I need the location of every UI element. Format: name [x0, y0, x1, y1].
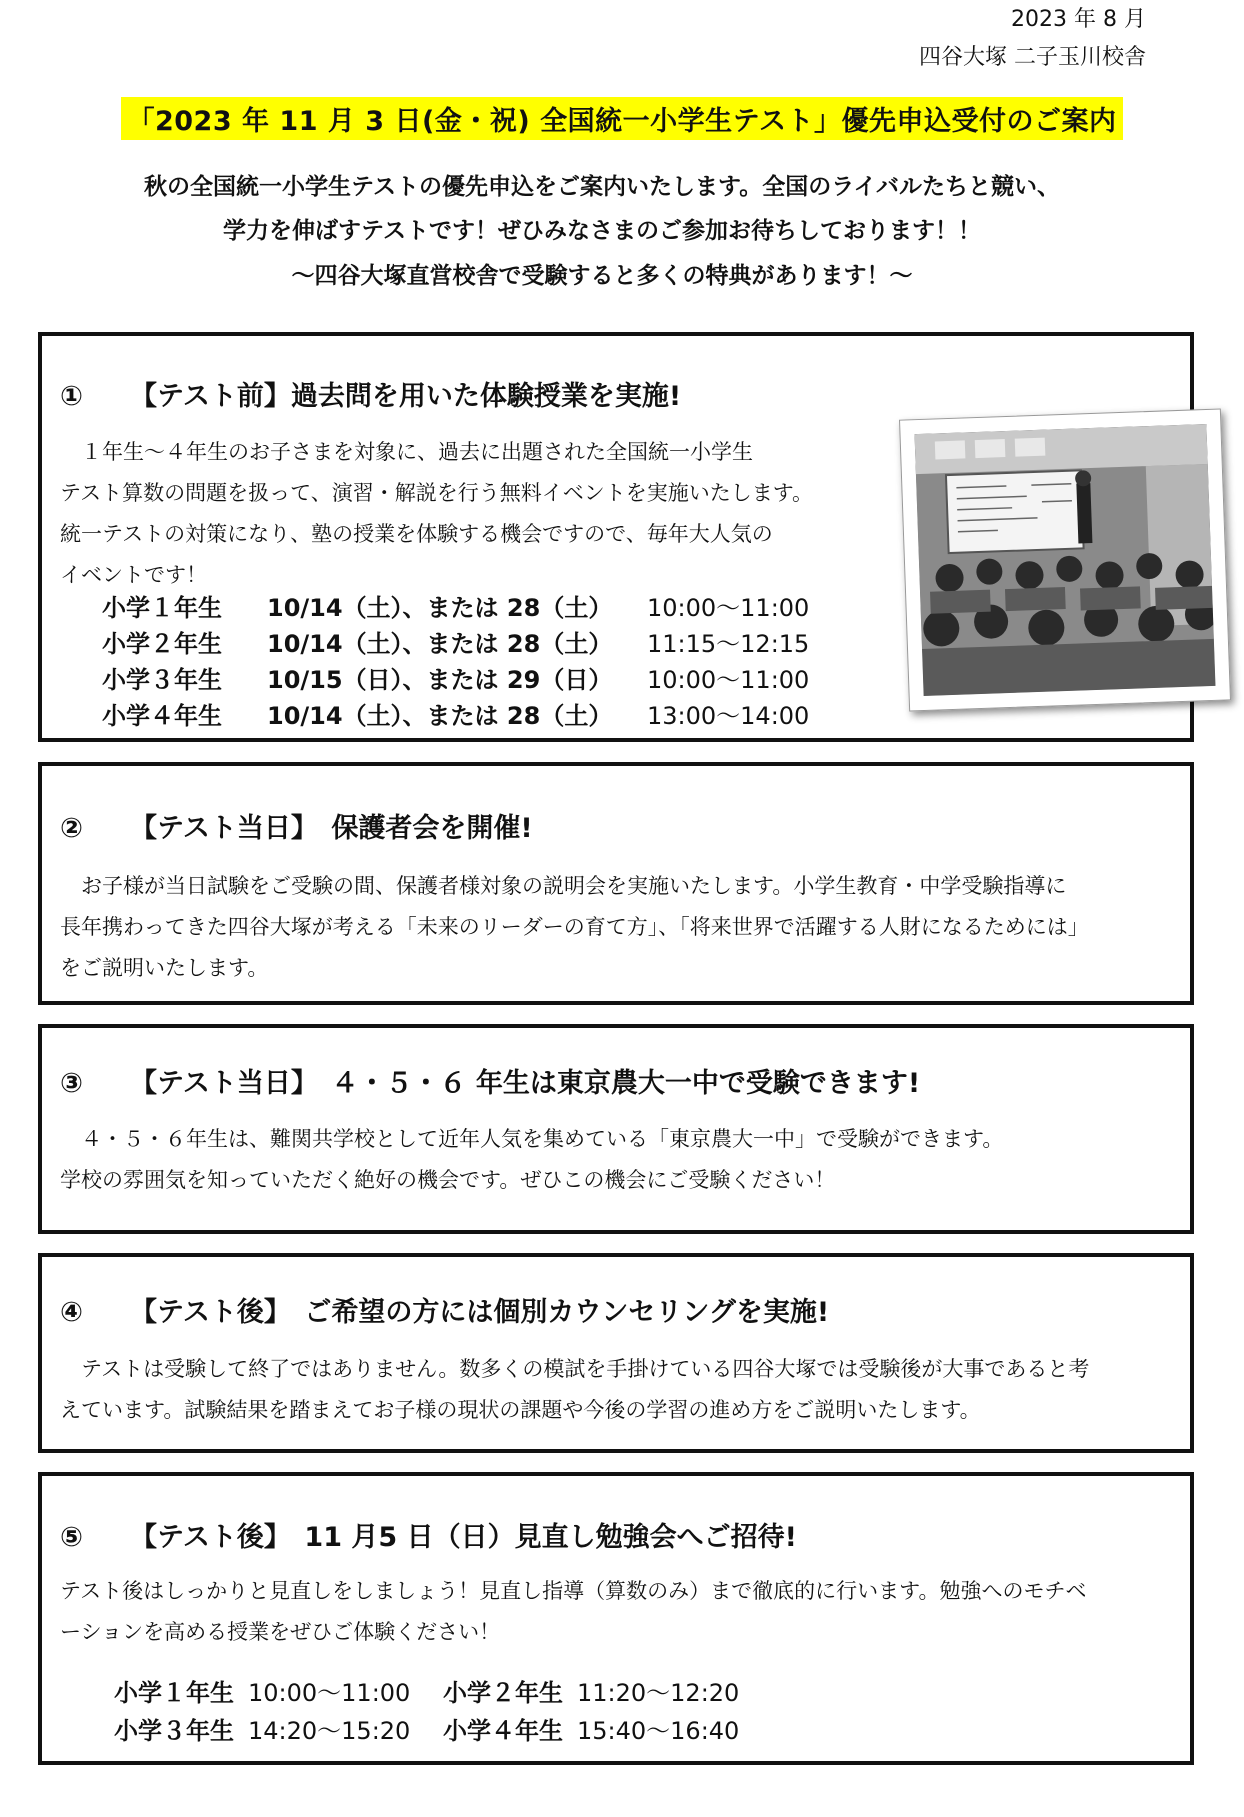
schedule-row — [102, 660, 809, 696]
schedule-row — [114, 1711, 772, 1749]
schedule-row — [102, 696, 809, 732]
body-line: お子様が当日試験をご受験の間、保護者様対象の説明会を実施いたします。小学生教育・中学受験指導に — [60, 874, 1067, 898]
section-1-title — [60, 374, 681, 413]
section-4-heading: 【テスト後】 ご希望の方には個別カウンセリングを実施! — [130, 1297, 830, 1328]
section-5-body — [60, 1571, 1086, 1653]
body-line: テスト算数の問題を扱って、演習・解説を行う無料イベントを実施いたします。 — [60, 481, 814, 505]
schedule-time: 14:20～15:20 — [248, 1717, 411, 1745]
schedule-grade: 小学３年生 — [102, 666, 222, 694]
classroom-illustration — [915, 424, 1216, 696]
schedule-row — [102, 588, 809, 624]
section-1-body — [60, 432, 813, 596]
section-trial-class — [38, 332, 1194, 742]
schedule-time: 10:00～11:00 — [248, 1679, 411, 1707]
section-4-title — [60, 1290, 829, 1329]
schedule-grade: 小学３年生 — [114, 1717, 234, 1745]
section-1-heading: 【テスト前】過去問を用いた体験授業を実施! — [130, 381, 682, 412]
schedule-time: 15:40～16:40 — [577, 1717, 740, 1745]
schedule-grade: 小学１年生 — [114, 1679, 234, 1707]
section-2-title — [60, 806, 533, 845]
classroom-photo-image — [915, 424, 1216, 696]
section-2-heading: 【テスト当日】 保護者会を開催! — [130, 813, 533, 844]
body-line: 長年携わってきた四谷大塚が考える「未来のリーダーの育て方」、「将来世界で活躍する人財になるためには」 — [60, 915, 1089, 939]
section-2-body — [60, 866, 1089, 989]
schedule-dates: 10/14（土）、または 28（土） — [267, 594, 613, 622]
body-line: 学校の雰囲気を知っていただく絶好の機会です。ぜひこの機会にご受験ください！ — [60, 1168, 836, 1192]
intro-line-3: ～四谷大塚直営校舎で受験すると多くの特典があります！～ — [291, 263, 913, 289]
body-line: ４・５・６年生は、難関共学校として近年人気を集めている「東京農大一中」で受験ができます。 — [60, 1127, 1004, 1151]
classroom-photo — [899, 408, 1231, 711]
body-line: えています。試験結果を踏まえてお子様の現状の課題や今後の学習の進め方をご説明いたします。 — [60, 1398, 981, 1422]
section-3-body — [60, 1119, 1003, 1201]
section-review-session — [38, 1472, 1194, 1765]
schedule-time: 10:00～11:00 — [647, 594, 810, 622]
schedule-grade: 小学２年生 — [102, 630, 222, 658]
section-3-number: ③ — [60, 1068, 83, 1099]
schedule-row — [102, 624, 809, 660]
schedule-grade: 小学１年生 — [102, 594, 222, 622]
body-line: ーションを高める授業をぜひご体験ください！ — [60, 1620, 501, 1644]
document-title: 「2023 年 11 月 3 日(金・祝) 全国統一小学生テスト」優先申込受付のご案内 — [121, 97, 1122, 140]
body-line: テストは受験して終了ではありません。数多くの模試を手掛けている四谷大塚では受験後が大事であると考 — [60, 1357, 1090, 1381]
schedule-dates: 10/14（土）、または 28（土） — [267, 630, 613, 658]
section-counseling — [38, 1253, 1194, 1453]
intro-line-2: 学力を伸ばすテストです！ぜひみなさまのご参加お待ちしております！！ — [222, 218, 982, 244]
schedule-dates: 10/14（土）、または 28（土） — [267, 702, 613, 730]
school-name: 四谷大塚 二子玉川校舎 — [919, 45, 1146, 70]
schedule-time: 11:15～12:15 — [647, 630, 810, 658]
document-date: 2023 年 8 月 — [1011, 7, 1146, 32]
schedule-time: 10:00～11:00 — [647, 666, 810, 694]
section-2-number: ② — [60, 813, 83, 844]
trial-class-schedule — [102, 588, 809, 732]
section-4-number: ④ — [60, 1297, 83, 1328]
schedule-grade: 小学２年生 — [443, 1679, 563, 1707]
section-3-title — [60, 1061, 920, 1100]
schedule-grade: 小学４年生 — [102, 702, 222, 730]
schedule-dates: 10/15（日）、または 29（日） — [267, 666, 613, 694]
section-5-heading: 【テスト後】 11 月5 日（日）見直し勉強会へご招待! — [130, 1522, 797, 1553]
section-5-number: ⑤ — [60, 1522, 83, 1553]
section-test-venue — [38, 1024, 1194, 1234]
section-parent-meeting — [38, 762, 1194, 1005]
schedule-row — [114, 1673, 772, 1711]
section-4-body — [60, 1349, 1089, 1431]
title-wrap — [0, 97, 1244, 140]
schedule-time: 11:20～12:20 — [577, 1679, 740, 1707]
schedule-grade: 小学４年生 — [443, 1717, 563, 1745]
body-line: をご説明いたします。 — [60, 956, 269, 980]
body-line: 統一テストの対策になり、塾の授業を体験する機会ですので、毎年大人気の — [60, 522, 773, 546]
body-line: テスト後はしっかりと見直しをしましょう！見直し指導（算数のみ）まで徹底的に行います。勉強へのモチベ — [60, 1579, 1087, 1603]
section-1-number: ① — [60, 381, 83, 412]
intro-line-1: 秋の全国統一小学生テストの優先申込をご案内いたします。全国のライバルたちと競い、 — [143, 174, 1061, 200]
body-line: イベントです！ — [60, 563, 207, 587]
body-line: １年生～４年生のお子さまを対象に、過去に出題された全国統一小学生 — [60, 440, 753, 464]
section-3-heading: 【テスト当日】 ４・５・６ 年生は東京農大一中で受験できます! — [130, 1068, 921, 1099]
schedule-time: 13:00～14:00 — [647, 702, 810, 730]
review-session-schedule — [114, 1673, 772, 1749]
section-5-title — [60, 1515, 797, 1554]
